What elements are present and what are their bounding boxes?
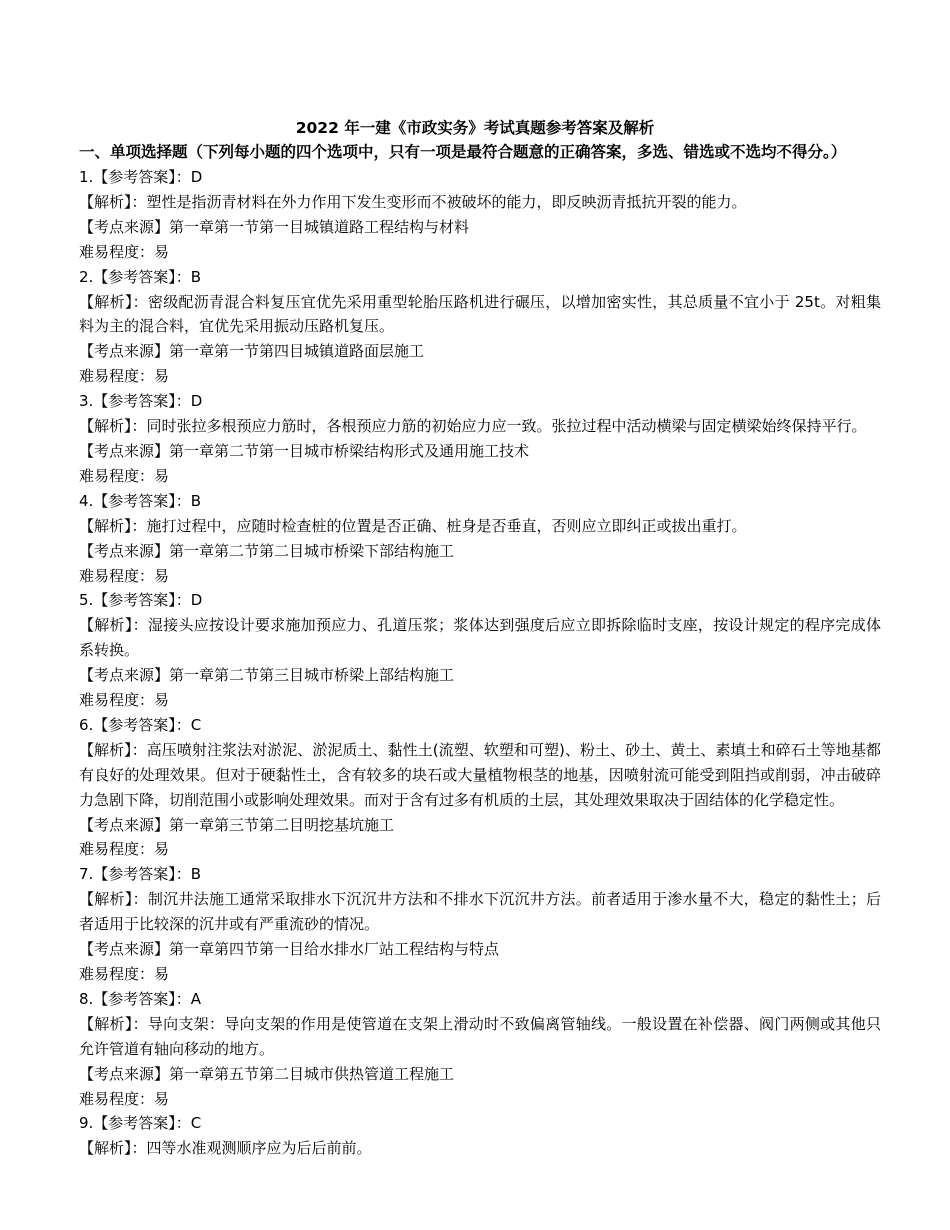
analysis-text: 【解析】：导向支架：导向支架的作用是使管道在支架上滑动时不致偏离管轴线。一般设置在补偿器、阀门两侧或其他只允许管道有轴向移动的地方。 — [79, 1014, 881, 1058]
question-block — [79, 713, 881, 862]
source-line: 【考点来源】第一章第五节第二目城市供热管道工程施工 — [79, 1064, 455, 1083]
source-line: 【考点来源】第一章第二节第二目城市桥梁下部结构施工 — [79, 541, 455, 560]
source-line: 【考点来源】第一章第二节第三目城市桥梁上部结构施工 — [79, 666, 455, 685]
difficulty-line: 难易程度：易 — [79, 691, 170, 710]
source-line: 【考点来源】第一章第一节第四目城镇道路面层施工 — [79, 342, 425, 361]
answer-line: 9.【参考答案】：C — [79, 1114, 202, 1133]
difficulty-line: 难易程度：易 — [79, 965, 170, 983]
difficulty-line: 难易程度：易 — [79, 1089, 170, 1108]
question-block — [79, 862, 881, 987]
answer-line: 7.【参考答案】：B — [79, 865, 202, 884]
answer-line: 8.【参考答案】：A — [79, 989, 202, 1008]
section-heading: 一、单项选择题（下列每小题的四个选项中，只有一项是最符合题意的正确答案，多选、错选或不选均不得分。） — [79, 143, 847, 161]
difficulty-line: 难易程度：易 — [79, 566, 170, 585]
analysis-text: 【解析】：湿接头应按设计要求施加预应力、孔道压浆；浆体达到强度后应立即拆除临时支座，按设计规定的程序完成体系转换。 — [79, 616, 881, 660]
question-block — [79, 588, 881, 713]
answer-line: 3.【参考答案】：D — [79, 392, 203, 411]
question-block — [79, 165, 881, 265]
source-line: 【考点来源】第一章第二节第一目城市桥梁结构形式及通用施工技术 — [79, 441, 530, 460]
question-block — [79, 265, 881, 390]
question-block — [79, 489, 881, 589]
analysis-text: 【解析】：制沉井法施工通常采取排水下沉沉井方法和不排水下沉沉井方法。前者适用于渗水量不大，稳定的黏性土；后者适用于比较深的沉井或有严重流砂的情况。 — [79, 890, 881, 934]
answer-list — [79, 165, 881, 1161]
analysis-text: 【解析】：高压喷射注浆法对淤泥、淤泥质土、黏性土(流塑、软塑和可塑)、粉土、砂土、黄土、素填土和碎石土等地基都有良好的处理效果。但对于硬黏性土，含有较多的块石或大量植物根茎的地基，因喷射流可能受到阻挡或削弱，冲击破碎力急剧下降，切削范围小或影响处理效果。而对于含有过多有机质的土层，其处理效果取决于固结体的化学稳定性。 — [79, 740, 881, 809]
answer-line: 4.【参考答案】：B — [79, 491, 202, 510]
difficulty-line: 难易程度：易 — [79, 466, 170, 485]
answer-line: 2.【参考答案】：B — [79, 267, 202, 286]
answer-line: 5.【参考答案】：D — [79, 591, 203, 610]
source-line: 【考点来源】第一章第三节第二目明挖基坑施工 — [79, 815, 395, 834]
answer-line: 6.【参考答案】：C — [79, 715, 202, 734]
question-block — [79, 987, 881, 1112]
difficulty-line: 难易程度：易 — [79, 840, 170, 859]
analysis-text: 【解析】：塑性是指沥青材料在外力作用下发生变形而不被破坏的能力，即反映沥青抵抗开裂的能力。 — [79, 192, 747, 211]
analysis-text: 【解析】：四等水准观测顺序应为后后前前。 — [79, 1139, 372, 1158]
source-line: 【考点来源】第一章第四节第一目给水排水厂站工程结构与特点 — [79, 940, 500, 959]
page-title: 2022 年一建《市政实务》考试真题参考答案及解析 — [295, 119, 655, 137]
analysis-text: 【解析】：施打过程中，应随时检查桩的位置是否正确、桩身是否垂直，否则应立即纠正或拔出重打。 — [79, 516, 747, 535]
question-block — [79, 389, 881, 489]
answer-line: 1.【参考答案】：D — [79, 168, 203, 186]
analysis-text: 【解析】：密级配沥青混合料复压宜优先采用重型轮胎压路机进行碾压，以增加密实性，其总质量不宜小于 25t。对粗集料为主的混合料，宜优先采用振动压路机复压。 — [79, 292, 881, 336]
analysis-text: 【解析】：同时张拉多根预应力筋时，各根预应力筋的初始应力应一致。张拉过程中活动横梁与固定横梁始终保持平行。 — [79, 417, 867, 436]
question-block — [79, 1111, 881, 1161]
difficulty-line: 难易程度：易 — [79, 367, 170, 386]
difficulty-line: 难易程度：易 — [79, 242, 170, 261]
source-line: 【考点来源】第一章第一节第一目城镇道路工程结构与材料 — [79, 217, 470, 236]
